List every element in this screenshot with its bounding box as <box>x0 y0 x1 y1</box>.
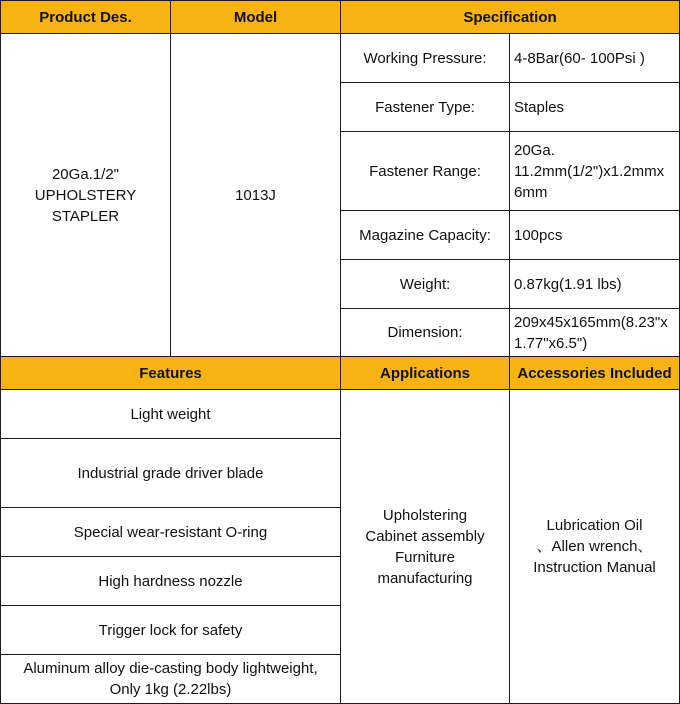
feature-item: Special wear-resistant O-ring <box>0 507 341 557</box>
spec-label-weight: Weight: <box>340 259 510 309</box>
spec-value-magazine-capacity: 100pcs <box>509 210 680 260</box>
feature-item: Industrial grade driver blade <box>0 438 341 508</box>
product-model: 1013J <box>170 33 341 357</box>
applications-list: Upholstering Cabinet assembly Furniture manufacturing <box>340 389 510 704</box>
spec-label-fastener-type: Fastener Type: <box>340 82 510 132</box>
accessories-list: Lubrication Oil 、Allen wrench、 Instruction Manual <box>509 389 680 704</box>
product-name: 20Ga.1/2" UPHOLSTERY STAPLER <box>0 33 171 357</box>
header-features: Features <box>0 356 341 390</box>
spec-value-fastener-range: 20Ga. 11.2mm(1/2")x1.2mmx 6mm <box>509 131 680 211</box>
header-specification: Specification <box>340 0 680 34</box>
feature-item: Aluminum alloy die-casting body lightweight, Only 1kg (2.22lbs) <box>0 654 341 704</box>
header-accessories: Accessories Included <box>509 356 680 390</box>
feature-item: Trigger lock for safety <box>0 605 341 655</box>
header-model: Model <box>170 0 341 34</box>
spec-label-fastener-range: Fastener Range: <box>340 131 510 211</box>
header-product-des: Product Des. <box>0 0 171 34</box>
header-applications: Applications <box>340 356 510 390</box>
spec-label-working-pressure: Working Pressure: <box>340 33 510 83</box>
spec-value-dimension: 209x45x165mm(8.23"x 1.77"x6.5") <box>509 308 680 357</box>
spec-label-dimension: Dimension: <box>340 308 510 357</box>
spec-value-weight: 0.87kg(1.91 lbs) <box>509 259 680 309</box>
spec-value-fastener-type: Staples <box>509 82 680 132</box>
feature-item: High hardness nozzle <box>0 556 341 606</box>
spec-value-working-pressure: 4-8Bar(60- 100Psi ) <box>509 33 680 83</box>
feature-item: Light weight <box>0 389 341 439</box>
spec-label-magazine-capacity: Magazine Capacity: <box>340 210 510 260</box>
